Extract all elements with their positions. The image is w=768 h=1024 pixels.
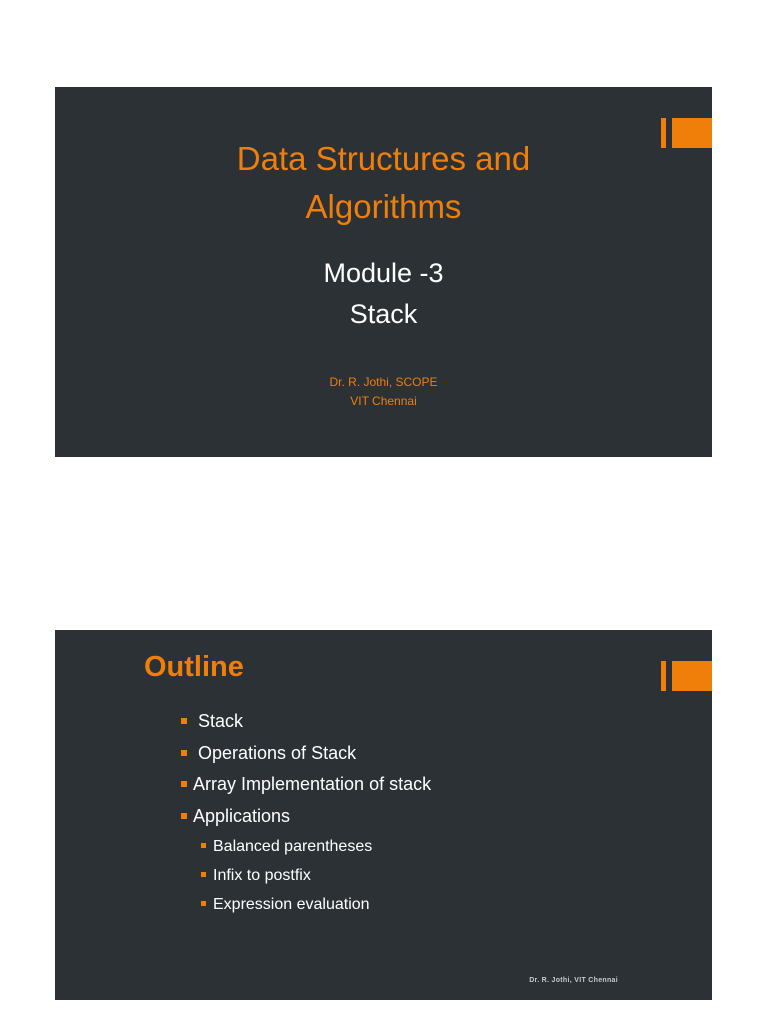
list-item	[181, 801, 431, 833]
sub-list-item	[201, 890, 431, 919]
slide-title-line-2: Algorithms	[305, 188, 462, 225]
slide-title: Outline	[144, 651, 244, 683]
list-item-text: Stack	[198, 711, 244, 731]
square-bullet-icon	[201, 901, 206, 906]
square-bullet-icon	[181, 750, 187, 756]
outline-list	[181, 706, 431, 919]
list-item-text: Applications	[193, 805, 291, 826]
sub-list-item	[201, 832, 431, 861]
title-slide	[55, 87, 712, 457]
slide-subtitle	[55, 253, 712, 335]
author-block	[55, 373, 712, 411]
sub-list-item-text: Expression evaluation	[213, 896, 370, 913]
accent-bar	[661, 661, 666, 691]
outline-slide	[55, 630, 712, 1000]
square-bullet-icon	[181, 813, 187, 819]
slide-title-line-1: Data Structures and	[236, 140, 531, 177]
slide-footer: Dr. R. Jothi, VIT Chennai	[529, 977, 618, 984]
accent-decoration	[661, 661, 712, 691]
square-bullet-icon	[201, 843, 206, 848]
list-item	[181, 706, 431, 738]
square-bullet-icon	[201, 872, 206, 877]
list-item	[181, 738, 431, 770]
square-bullet-icon	[181, 781, 187, 787]
sub-list-item-text: Infix to postfix	[213, 867, 311, 884]
sub-list-item-text: Balanced parentheses	[213, 838, 373, 855]
list-item-text: Operations of Stack	[198, 742, 357, 763]
square-bullet-icon	[181, 718, 187, 724]
module-label: Module -3	[323, 258, 444, 288]
author-institution: VIT Chennai	[350, 394, 417, 408]
list-item-text: Array Implementation of stack	[193, 774, 432, 794]
accent-block	[672, 661, 712, 691]
list-item	[181, 769, 431, 801]
sub-list-item	[201, 861, 431, 890]
author-name: Dr. R. Jothi, SCOPE	[329, 375, 438, 389]
topic-label: Stack	[349, 299, 418, 329]
slide-title	[55, 135, 712, 231]
